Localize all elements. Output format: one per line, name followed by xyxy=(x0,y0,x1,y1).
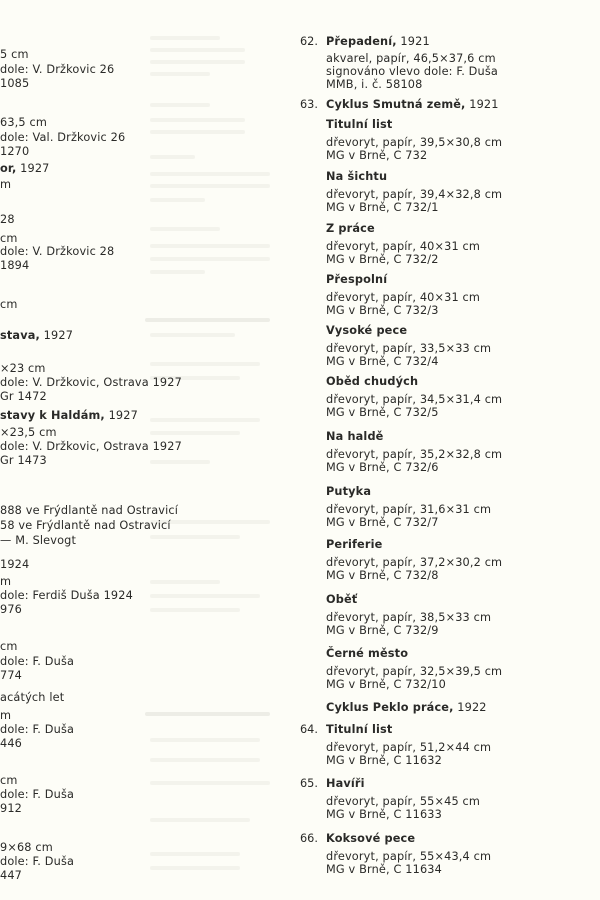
entry-detail: 976 xyxy=(0,603,23,616)
print-medium: dřevoryt, papír, 35,2×32,8 cm xyxy=(326,448,503,461)
print-title: Koksové pece xyxy=(326,832,416,845)
print-title: Přespolní xyxy=(326,273,388,286)
entry-number: 63. xyxy=(300,98,318,111)
print-inventory: MG v Brně, C 732/4 xyxy=(326,355,439,368)
left-text-line xyxy=(0,774,18,787)
left-text-line xyxy=(0,869,22,882)
left-text-line xyxy=(0,116,47,129)
left-text-line xyxy=(0,669,22,682)
left-text-line xyxy=(0,788,74,801)
left-text-line xyxy=(0,329,73,342)
entry-detail: ×23,5 cm xyxy=(0,426,57,439)
print-inventory: MG v Brně, C 732 xyxy=(326,149,428,162)
entry-number: 66. xyxy=(300,832,318,845)
print-inventory: MG v Brně, C 732/8 xyxy=(326,569,439,582)
left-text-line xyxy=(0,362,46,375)
entry-detail: 28 xyxy=(0,213,15,226)
print-medium: dřevoryt, papír, 40×31 cm xyxy=(326,291,481,304)
print-medium: dřevoryt, papír, 34,5×31,4 cm xyxy=(326,393,503,406)
entry-detail: dole: F. Duša xyxy=(0,655,75,668)
left-text-line xyxy=(0,298,18,311)
entry-detail: Gr 1472 xyxy=(0,390,47,403)
entry-detail: m xyxy=(0,178,12,191)
left-text-line xyxy=(0,390,47,403)
entry-detail: 1085 xyxy=(0,77,30,90)
left-text-line xyxy=(0,48,29,61)
entry-detail: dole: Val. Držkovic 26 xyxy=(0,131,126,144)
entry-number: 62. xyxy=(300,35,318,48)
left-text-line xyxy=(0,655,74,668)
entry-detail: — M. Slevogt xyxy=(0,534,77,547)
left-text-line xyxy=(0,603,22,616)
entry-detail: 5 cm xyxy=(0,48,29,61)
print-title: Putyka xyxy=(326,485,372,498)
left-text-line xyxy=(0,519,171,532)
print-title: Na haldě xyxy=(326,430,384,443)
print-inventory: MG v Brně, C 732/3 xyxy=(326,304,439,317)
entry-detail: cm xyxy=(0,232,18,245)
cycle-year: 1922 xyxy=(453,701,487,714)
entry-detail: dole: V. Držkovic 28 xyxy=(0,245,115,258)
print-medium: dřevoryt, papír, 55×45 cm xyxy=(326,795,481,808)
print-medium: dřevoryt, papír, 33,5×33 cm xyxy=(326,342,492,355)
left-text-line xyxy=(0,709,11,722)
left-text-line xyxy=(0,534,76,547)
entry-title: stava, xyxy=(0,329,40,342)
entry-detail: 774 xyxy=(0,669,23,682)
left-text-line xyxy=(0,259,29,272)
left-text-line xyxy=(0,575,11,588)
print-medium: dřevoryt, papír, 32,5×39,5 cm xyxy=(326,665,503,678)
print-title: Oběd chudých xyxy=(326,375,419,388)
entry-inventory: MMB, i. č. 58108 xyxy=(326,78,423,91)
print-inventory: MG v Brně, C 11634 xyxy=(326,863,442,876)
print-inventory: MG v Brně, C 732/9 xyxy=(326,624,439,637)
print-inventory: MG v Brně, C 11633 xyxy=(326,808,442,821)
left-text-line xyxy=(0,213,15,226)
entry-detail: cm xyxy=(0,774,18,787)
print-inventory: MG v Brně, C 732/6 xyxy=(326,461,439,474)
print-medium: dřevoryt, papír, 55×43,4 cm xyxy=(326,850,492,863)
print-medium: dřevoryt, papír, 38,5×33 cm xyxy=(326,611,492,624)
entry-detail: 1924 xyxy=(0,558,30,571)
entry-title-line xyxy=(326,35,430,48)
left-text-line xyxy=(0,409,138,422)
entry-detail: cm xyxy=(0,298,18,311)
entry-medium: akvarel, papír, 46,5×37,6 cm xyxy=(326,52,496,65)
entry-detail: ×23 cm xyxy=(0,362,46,375)
left-text-line xyxy=(0,558,29,571)
entry-detail: 912 xyxy=(0,802,23,815)
left-text-line xyxy=(0,245,114,258)
entry-detail: 446 xyxy=(0,737,23,750)
entry-year: 1927 xyxy=(39,329,74,342)
print-medium: dřevoryt, papír, 31,6×31 cm xyxy=(326,503,492,516)
left-text-line xyxy=(0,841,53,854)
entry-year: 1927 xyxy=(104,409,138,422)
entry-year: 1927 xyxy=(16,162,50,175)
left-text-line xyxy=(0,77,29,90)
print-inventory: MG v Brně, C 11632 xyxy=(326,754,442,767)
entry-year: 1921 xyxy=(396,35,430,48)
left-text-line xyxy=(0,723,74,736)
left-text-line xyxy=(0,454,47,467)
print-inventory: MG v Brně, C 732/1 xyxy=(326,201,439,214)
print-inventory: MG v Brně, C 732/5 xyxy=(326,406,439,419)
entry-detail: 58 ve Frýdlantě nad Ostravicí xyxy=(0,519,171,532)
entry-detail: cm xyxy=(0,640,18,653)
print-medium: dřevoryt, papír, 40×31 cm xyxy=(326,240,481,253)
left-text-line xyxy=(0,504,178,517)
entry-detail: m xyxy=(0,575,12,588)
print-title: Havíři xyxy=(326,777,365,790)
entry-detail: 447 xyxy=(0,869,23,882)
entry-detail: dole: F. Duša xyxy=(0,788,75,801)
left-text-line xyxy=(0,232,18,245)
entry-title-line xyxy=(326,98,499,111)
entry-detail: 63,5 cm xyxy=(0,116,48,129)
left-text-line xyxy=(0,440,182,453)
left-text-line xyxy=(0,802,22,815)
entry-detail: 9×68 cm xyxy=(0,841,53,854)
print-inventory: MG v Brně, C 732/7 xyxy=(326,516,439,529)
cycle-title: Cyklus Peklo práce, xyxy=(326,701,454,714)
entry-detail: dole: F. Duša xyxy=(0,855,75,868)
print-title: Titulní list xyxy=(326,118,393,131)
entry-detail: dole: V. Držkovic, Ostrava 1927 xyxy=(0,376,182,389)
print-inventory: MG v Brně, C 732/10 xyxy=(326,678,446,691)
left-text-line xyxy=(0,855,74,868)
entry-detail: dole: V. Držkovic, Ostrava 1927 xyxy=(0,440,182,453)
entry-detail: 888 ve Frýdlantě nad Ostravicí xyxy=(0,504,179,517)
cycle-heading-peklo-prace xyxy=(326,701,487,714)
left-text-line xyxy=(0,131,125,144)
print-title: Z práce xyxy=(326,222,375,235)
left-text-line xyxy=(0,589,133,602)
print-title: Oběť xyxy=(326,593,358,606)
entry-number: 64. xyxy=(300,723,318,736)
entry-title: or, xyxy=(0,162,17,175)
entry-number: 65. xyxy=(300,777,318,790)
entry-title: stavy k Haldám, xyxy=(0,409,105,422)
left-text-line xyxy=(0,376,182,389)
left-text-line xyxy=(0,178,11,191)
print-title: Titulní list xyxy=(326,723,393,736)
print-medium: dřevoryt, papír, 37,2×30,2 cm xyxy=(326,556,503,569)
print-medium: dřevoryt, papír, 39,4×32,8 cm xyxy=(326,188,503,201)
left-text-line xyxy=(0,162,50,175)
print-medium: dřevoryt, papír, 51,2×44 cm xyxy=(326,741,492,754)
entry-year: 1921 xyxy=(465,98,499,111)
entry-detail: 1270 xyxy=(0,145,30,158)
entry-detail: dole: F. Duša xyxy=(0,723,75,736)
left-text-line xyxy=(0,737,22,750)
print-title: Na šichtu xyxy=(326,170,388,183)
print-title: Černé město xyxy=(326,647,409,660)
entry-detail: m xyxy=(0,709,12,722)
entry-signature: signováno vlevo dole: F. Duša xyxy=(326,65,498,78)
print-medium: dřevoryt, papír, 39,5×30,8 cm xyxy=(326,136,503,149)
left-text-line xyxy=(0,691,64,704)
entry-detail: Gr 1473 xyxy=(0,454,47,467)
print-title: Vysoké pece xyxy=(326,324,408,337)
entry-title: Cyklus Smutná země, xyxy=(326,98,466,111)
entry-title: Přepadení, xyxy=(326,35,397,48)
print-title: Periferie xyxy=(326,538,383,551)
left-text-line xyxy=(0,63,114,76)
entry-detail: 1894 xyxy=(0,259,30,272)
entry-detail: acátých let xyxy=(0,691,65,704)
entry-detail: dole: Ferdiš Duša 1924 xyxy=(0,589,133,602)
left-text-line xyxy=(0,145,29,158)
left-text-line xyxy=(0,426,57,439)
entry-detail: dole: V. Držkovic 26 xyxy=(0,63,115,76)
left-text-line xyxy=(0,640,18,653)
print-inventory: MG v Brně, C 732/2 xyxy=(326,253,439,266)
